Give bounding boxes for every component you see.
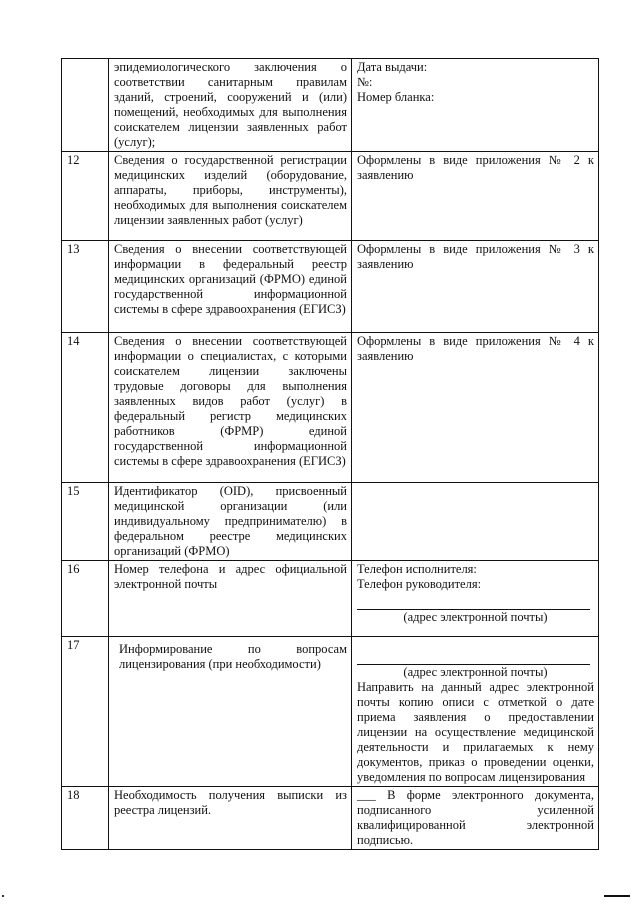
table-row [62,59,599,152]
row-description: Сведения о государственной регистрации медицинских изделий (оборудование, аппараты, приборы, инструменты), необходимых для выполнения соискателем лицензии заявленных работ (услуг) [109,152,352,241]
row-value: Оформлены в виде приложения № 4 к заявлению [352,333,599,483]
issue-date-label: Дата выдачи: [357,60,428,74]
row-description: Информирование по вопросам лицензирования (при необходимости) [109,637,352,787]
email-caption: (адрес электронной почты) [403,610,548,624]
row-number: 18 [62,787,109,850]
row-value [352,637,599,787]
row-description: Необходимость получения выписки из реестра лицензий. [109,787,352,850]
row-description: Номер телефона и адрес официальной электронной почты [109,561,352,637]
row-value: Оформлены в виде приложения № 2 к заявлению [352,152,599,241]
number-label: №: [357,75,373,89]
row-value: ___ В форме электронного документа, подписанного усиленной квалифицированной электронной подписью. [352,787,599,850]
row-description: Сведения о внесении соответствующей информации в федеральный реестр медицинских организаций (ФРМО) единой государственной информационной системы в сфере здравоохранения (ЕГИСЗ) [109,241,352,333]
row-number: 13 [62,241,109,333]
table-row [62,152,599,241]
scan-mark [2,895,4,897]
table-row [62,561,599,637]
row-value [352,561,599,637]
row-description: Идентификатор (OID), присвоенный медицинской организации (или индивидуальному предпринимателю) в федеральном реестре медицинских организаций (ФРМО) [109,483,352,561]
table-row [62,637,599,787]
notification-text: Направить на данный адрес электронной почты копию описи с отметкой о дате приема заявления о предоставлении лицензии на осуществление медицинской деятельности и прилагаемых к нему документов, приказ о проведении оценки, уведомления по вопросам лицензирования [357,680,594,784]
row-description: Сведения о внесении соответствующей информации о специалистах, с которыми соискателем лицензии заключены трудовые договоры для выполнения заявленных видов работ (услуг) в федеральный регистр медицинских работников (ФРМР) единой государственной информационной системы в сфере здравоохранения (ЕГИСЗ) [109,333,352,483]
email-caption: (адрес электронной почты) [403,665,548,679]
row-number [62,59,109,152]
row-value [352,59,599,152]
form-number-label: Номер бланка: [357,90,435,104]
row-value: Оформлены в виде приложения № 3 к заявлению [352,241,599,333]
row-number: 14 [62,333,109,483]
row-number: 16 [62,561,109,637]
table-row [62,787,599,850]
row-description: эпидемиологического заключения о соответствии санитарным правилам зданий, строений, сооружений и (или) помещений, необходимых для выполнения соискателем лицензии заявленных работ (услуг); [109,59,352,152]
row-value [352,483,599,561]
row-number: 12 [62,152,109,241]
head-phone-label: Телефон руководителя: [357,577,482,591]
table-row [62,483,599,561]
table-row [62,241,599,333]
application-table [61,58,599,850]
table-row [62,333,599,483]
row-number: 17 [62,637,109,787]
page-footer-line [604,895,630,897]
row-number: 15 [62,483,109,561]
executor-phone-label: Телефон исполнителя: [357,562,477,576]
